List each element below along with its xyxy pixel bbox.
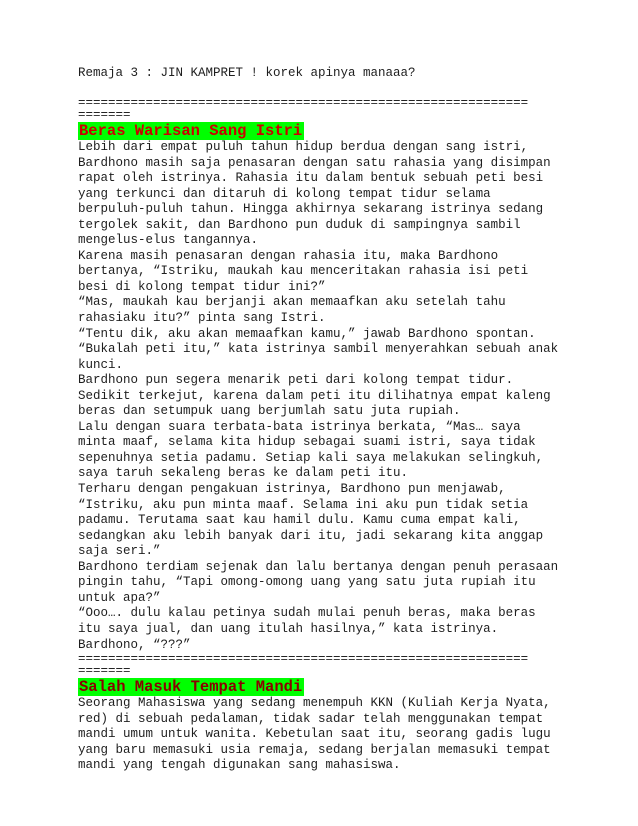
story-1-title: Beras Warisan Sang Istri — [79, 122, 303, 140]
story-1-body — [78, 140, 568, 653]
text-line: minta maaf, selama kita hidup sebagai suami istri, saya tidak — [78, 435, 536, 450]
text-line: beras dan setumpuk uang berjumlah satu juta rupiah. — [78, 404, 461, 419]
text-line: mengelus-elus tangannya. — [78, 233, 259, 248]
separator-2 — [78, 653, 568, 677]
text-line: kunci. — [78, 357, 124, 372]
text-line: rahasiaku itu?” pinta sang Istri. — [78, 311, 326, 326]
text-line: untuk apa?” — [78, 590, 161, 605]
text-line: sepenuhnya setia padamu. Setiap kali saya melakukan selingkuh, — [78, 450, 544, 465]
separator-1 — [78, 97, 568, 121]
text-line: Lebih dari empat puluh tahun hidup berdua dengan sang istri, — [78, 140, 529, 154]
text-line: pingin tahu, “Tapi omong-omong uang yang satu juta rupiah itu — [78, 575, 536, 590]
text-line: berpuluh-puluh tahun. Hingga akhirnya sekarang istrinya sedang — [78, 202, 544, 217]
text-line: rapat oleh istrinya. Rahasia itu dalam bentuk sebuah peti besi — [78, 171, 544, 186]
story-1 — [78, 122, 568, 653]
separator-line: ======= — [78, 665, 131, 678]
document-page — [78, 66, 568, 774]
text-line: Sedikit terkejut, karena dalam peti itu dilihatnya empat kaleng — [78, 388, 551, 403]
story-2-body — [78, 696, 568, 774]
text-line: mandi yang tengah digunakan sang mahasiswa. — [78, 758, 401, 773]
text-line: “Bukalah peti itu,” kata istrinya sambil menyerahkan sebuah anak — [78, 342, 559, 357]
story-2 — [78, 678, 568, 774]
text-line: mandi umum untuk wanita. Kebetulan saat itu, seorang gadis lugu — [78, 727, 551, 742]
separator-line: ============================================================ — [78, 653, 529, 666]
document-header: Remaja 3 : JIN KAMPRET ! korek apinya manaaa? — [78, 66, 416, 80]
text-line: red) di sebuah pedalaman, tidak sadar telah menggunakan tempat — [78, 711, 544, 726]
text-line: Terharu dengan pengakuan istrinya, Bardhono pun menjawab, — [78, 482, 506, 497]
text-line: Bardhono, “???” — [78, 637, 191, 652]
text-line: itu saya jual, dan uang itulah hasilnya,” kata istrinya. — [78, 621, 499, 636]
text-line: yang terkunci dan ditaruh di kolong tempat tidur selama — [78, 186, 491, 201]
text-line: padamu. Terutama saat kau hamil dulu. Kamu cuma empat kali, — [78, 513, 521, 528]
separator-line: ============================================================ — [78, 97, 529, 109]
text-line: Bardhono pun segera menarik peti dari kolong tempat tidur. — [78, 373, 514, 388]
text-line: Lalu dengan suara terbata-bata istrinya berkata, “Mas… saya — [78, 419, 521, 434]
text-line: “Mas, maukah kau berjanji akan memaafkan aku setelah tahu — [78, 295, 506, 310]
text-line: yang baru memasuki usia remaja, sedang berjalan memasuki tempat — [78, 742, 551, 757]
text-line: “Tentu dik, aku akan memaafkan kamu,” jawab Bardhono spontan. — [78, 326, 536, 341]
text-line: Karena masih penasaran dengan rahasia itu, maka Bardhono — [78, 248, 499, 263]
text-line: bertanya, “Istriku, maukah kau menceritakan rahasia isi peti — [78, 264, 529, 279]
text-line: Bardhono masih saja penasaran dengan satu rahasia yang disimpan — [78, 155, 551, 170]
text-line: Bardhono terdiam sejenak dan lalu bertanya dengan penuh perasaan — [78, 559, 559, 574]
text-line: saya taruh sekaleng beras ke dalam peti itu. — [78, 466, 409, 481]
text-line: “Ooo…. dulu kalau petinya sudah mulai penuh beras, maka beras — [78, 606, 536, 621]
text-line: saja seri.” — [78, 544, 161, 559]
text-line: tergolek sakit, dan Bardhono pun duduk di sampingnya sambil — [78, 217, 521, 232]
text-line: “Istriku, aku pun minta maaf. Selama ini aku pun tidak setia — [78, 497, 529, 512]
story-2-title: Salah Masuk Tempat Mandi — [79, 678, 303, 697]
text-line: besi di kolong tempat tidur ini?” — [78, 279, 326, 294]
text-line: sedangkan aku lebih banyak dari itu, jadi sekarang kita anggap — [78, 528, 544, 543]
text-line: Seorang Mahasiswa yang sedang menempuh KKN (Kuliah Kerja Nyata, — [78, 696, 551, 711]
separator-line: ======= — [78, 109, 131, 121]
